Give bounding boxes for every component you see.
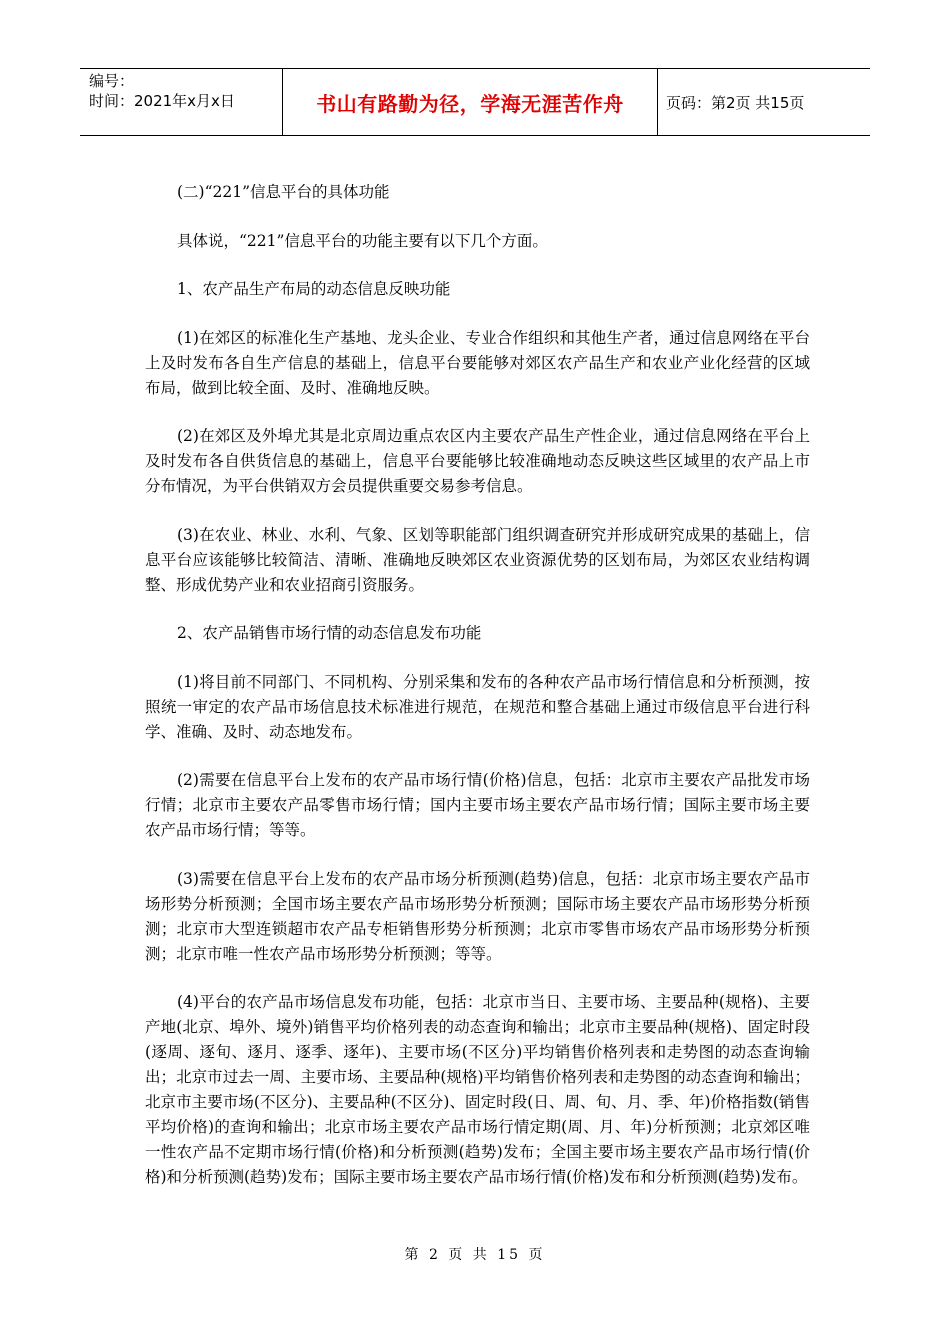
page-header (80, 68, 870, 136)
document-number-label: 编号： (89, 72, 135, 90)
intro-paragraph: 具体说，“221”信息平台的功能主要有以下几个方面。 (177, 231, 548, 250)
header-page-cell (658, 69, 870, 135)
header-motto-cell (283, 69, 658, 135)
body-paragraph: (4)平台的农产品市场信息发布功能，包括：北京市当日、主要市场、主要品种(规格)、主要产地(北京、埠外、境外)销售平均价格列表的动态查询和输出；北京市主要品种(规格)、固定时段(逐周、逐旬、逐月、逐季、逐年)、主要市场(不区分)平均销售价格列表和走势图的动态查询输出；北京市过去一周、主要市场、主要品种(规格)平均销售价格列表和走势图的动态查询和输出；北京市主要市场(不区分)、主要品种(不区分)、固定时段(日、周、旬、月、季、年)价格指数(销售平均价格)的查询和输出；北京市场主要农产品市场行情定期(周、月、年)分析预测；北京郊区唯一性农产品不定期市场行情(价格)和分析预测(趋势)发布；全国主要市场主要农产品市场行情(价格)和分析预测(趋势)发布；国际主要市场主要农产品市场行情(价格)发布和分析预测(趋势)发布。 (145, 993, 810, 1186)
header-page-info: 页码：第2页 共15页 (666, 94, 805, 112)
document-body (145, 180, 810, 1214)
body-paragraph: (2)在郊区及外埠尤其是北京周边重点农区内主要农产品生产性企业，通过信息网络在平台上及时发布各自供货信息的基础上，信息平台要能够比较准确地动态反映这些区域里的农产品上市分布情况，为平台供销双方会员提供重要交易参考信息。 (145, 427, 810, 495)
subsection-heading-2: 2、农产品销售市场行情的动态信息发布功能 (177, 624, 482, 642)
document-date: 时间：2021年x月x日 (89, 92, 235, 110)
header-motto: 书山有路勤为径，学海无涯苦作舟 (316, 92, 624, 116)
body-paragraph: (2)需要在信息平台上发布的农产品市场行情(价格)信息，包括：北京市主要农产品批发市场行情；北京市主要农产品零售市场行情；国内主要市场主要农产品市场行情；国际主要市场主要农产品市场行情；等等。 (145, 771, 810, 839)
body-paragraph: (1)将目前不同部门、不同机构、分别采集和发布的各种农产品市场行情信息和分析预测，按照统一审定的农产品市场信息技术标准进行规范，在规范和整合基础上通过市级信息平台进行科学、准确、及时、动态地发布。 (145, 672, 810, 741)
section-title: (二)“221”信息平台的具体功能 (177, 183, 390, 201)
header-meta-cell (80, 69, 283, 135)
subsection-heading-1: 1、农产品生产布局的动态信息反映功能 (177, 280, 451, 298)
body-paragraph: (3)需要在信息平台上发布的农产品市场分析预测(趋势)信息，包括：北京市场主要农产品市场形势分析预测；全国市场主要农产品市场形势分析预测；国际市场主要农产品市场形势分析预测；北京市大型连锁超市农产品专柜销售形势分析预测；北京市零售市场农产品市场形势分析预测；北京市唯一性农产品市场形势分析预测；等等。 (145, 869, 810, 963)
page-footer: 第 2 页 共 15 页 (404, 1247, 546, 1263)
body-paragraph: (3)在农业、林业、水利、气象、区划等职能部门组织调查研究并形成研究成果的基础上，信息平台应该能够比较简洁、清晰、准确地反映郊区农业资源优势的区划布局，为郊区农业结构调整、形成优势产业和农业招商引资服务。 (145, 525, 810, 594)
body-paragraph: (1)在郊区的标准化生产基地、龙头企业、专业合作组织和其他生产者，通过信息网络在平台上及时发布各自生产信息的基础上，信息平台要能够对郊区农产品生产和农业产业化经营的区域布局，做到比较全面、及时、准确地反映。 (145, 328, 810, 397)
